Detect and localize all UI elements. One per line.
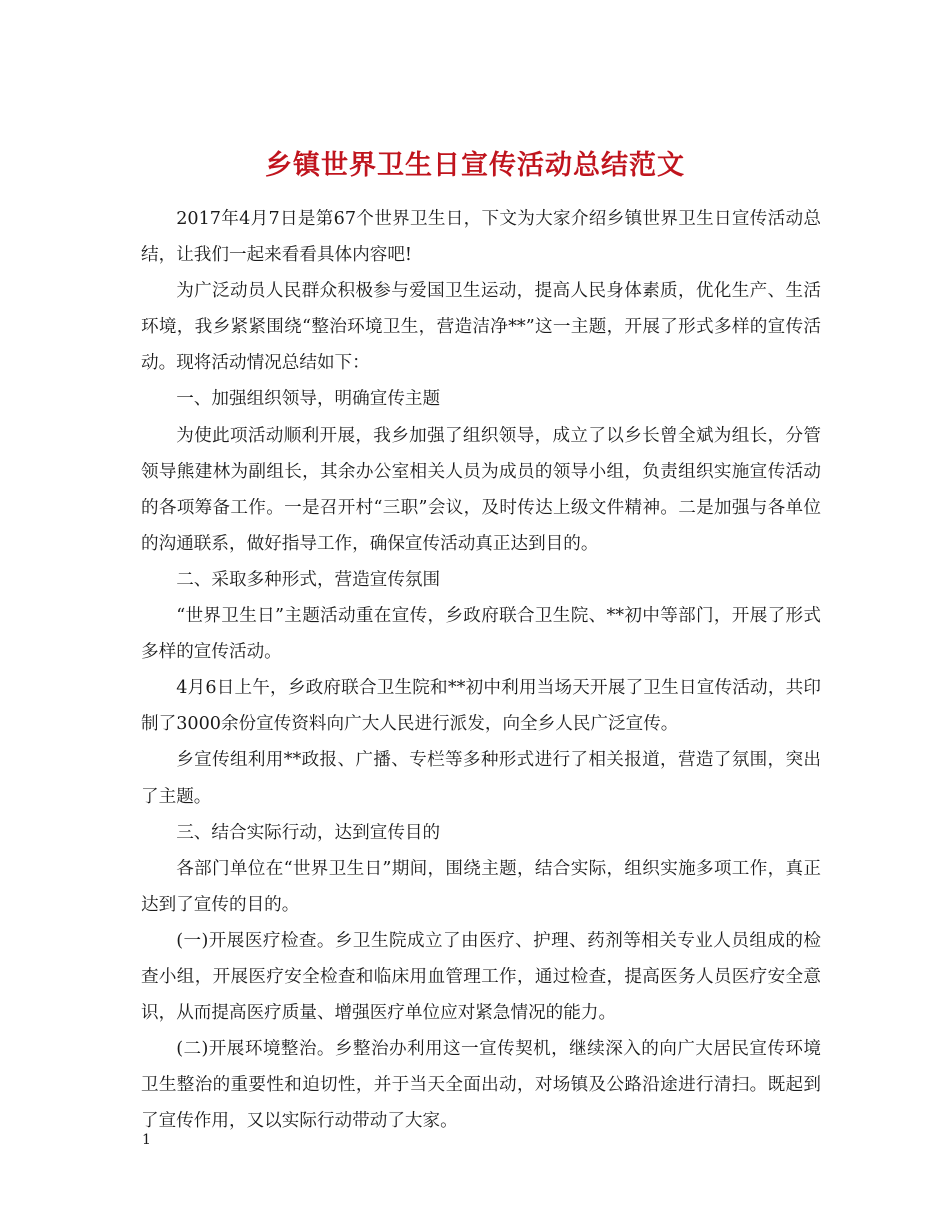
paragraph-departments: 各部门单位在“世界卫生日”期间，围绕主题，结合实际，组织实施多项工作，真正达到了宣传的目的。 — [141, 858, 821, 915]
document-body — [141, 201, 821, 1139]
paragraph-media: 乡宣传组利用**政报、广播、专栏等多种形式进行了相关报道，营造了氛围，突出了主题。 — [141, 750, 821, 807]
paragraph-environment: (二)开展环境整治。乡整治办利用这一宣传契机，继续深入的向广大居民宣传环境卫生整治的重要性和迫切性，并于当天全面出动，对场镇及公路沿途进行清扫。既起到了宣传作用，又以实际行动带动了大家。 — [141, 1039, 821, 1132]
document-title: 乡镇世界卫生日宣传活动总结范文 — [265, 150, 685, 182]
page-number: 1 — [142, 1132, 151, 1148]
paragraph-publicity: “世界卫生日”主题活动重在宣传，乡政府联合卫生院、**初中等部门，开展了形式多样的宣传活动。 — [141, 606, 821, 663]
section-heading-2: 二、采取多种形式，营造宣传氛围 — [176, 569, 441, 590]
paragraph-april-6: 4月6日上午，乡政府联合卫生院和**初中利用当场天开展了卫生日宣传活动，共印制了3000余份宣传资料向广大人民进行派发，向全乡人民广泛宣传。 — [141, 678, 821, 735]
paragraph-organization: 为使此项活动顺利开展，我乡加强了组织领导，成立了以乡长曾全斌为组长，分管领导熊建林为副组长，其余办公室相关人员为成员的领导小组，负责组织实施宣传活动的各项筹备工作。一是召开村“三职”会议，及时传达上级文件精神。二是加强与各单位的沟通联系，做好指导工作，确保宣传活动真正达到目的。 — [141, 425, 821, 554]
section-heading-3: 三、结合实际行动，达到宣传目的 — [176, 822, 441, 843]
paragraph-intro: 2017年4月7日是第67个世界卫生日，下文为大家介绍乡镇世界卫生日宣传活动总结，让我们一起来看看具体内容吧! — [141, 209, 821, 266]
paragraph-overview: 为广泛动员人民群众积极参与爱国卫生运动，提高人民身体素质，优化生产、生活环境，我乡紧紧围绕“整治环境卫生，营造洁净**”这一主题，开展了形式多样的宣传活动。现将活动情况总结如下： — [141, 281, 821, 374]
section-heading-1: 一、加强组织领导，明确宣传主题 — [176, 389, 441, 410]
paragraph-medical-check: (一)开展医疗检查。乡卫生院成立了由医疗、护理、药剂等相关专业人员组成的检查小组，开展医疗安全检查和临床用血管理工作，通过检查，提高医务人员医疗安全意识，从而提高医疗质量、增强医疗单位应对紧急情况的能力。 — [141, 930, 821, 1024]
